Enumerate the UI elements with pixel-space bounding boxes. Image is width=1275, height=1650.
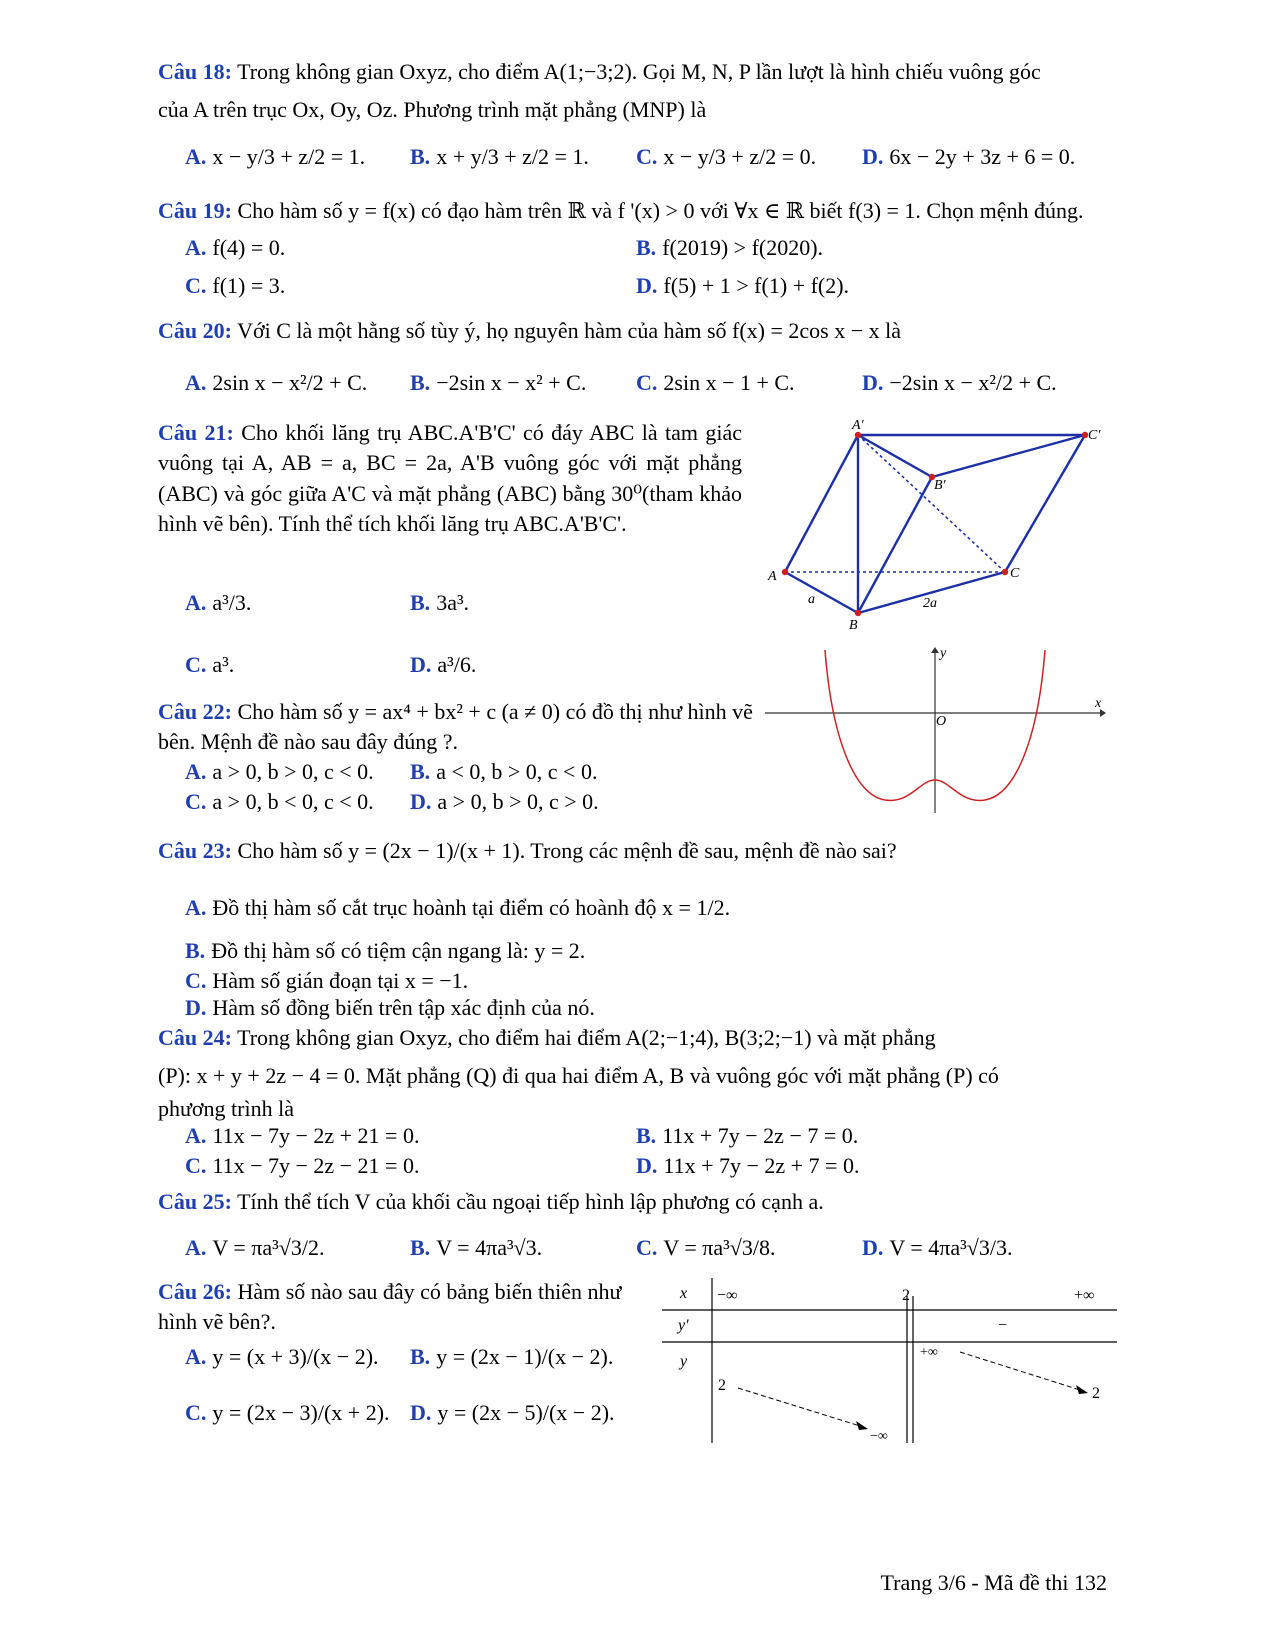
q21-option-d[interactable]: D. a³/6. [410, 652, 477, 677]
q18-option-b[interactable]: B. x + y/3 + z/2 = 1. [410, 144, 589, 169]
label-a: A [768, 569, 777, 584]
q24-option-c[interactable]: C. 11x − 7y − 2z − 21 = 0. [185, 1153, 420, 1178]
table-yp-sign: − [998, 1317, 1008, 1334]
graph-y-label: y [940, 646, 947, 661]
q23-option-d[interactable]: D. Hàm số đồng biến trên tập xác định của nó. [185, 995, 595, 1020]
q26-option-a[interactable]: A. y = (x + 3)/(x − 2). [185, 1344, 379, 1369]
graph-origin-label: O [936, 714, 947, 729]
table-yp-label: y' [678, 1317, 689, 1334]
table-x-neg-inf: −∞ [717, 1287, 738, 1304]
q19-text: Cho hàm số y = f(x) có đạo hàm trên ℝ và f '(x) > 0 với ∀x ∈ ℝ biết f(3) = 1. Chọn mệnh đúng. [237, 198, 1084, 223]
q22-option-c[interactable]: C. a > 0, b < 0, c < 0. [185, 789, 374, 814]
q22-paragraph [158, 697, 753, 758]
q24-label: Câu 24: [158, 1025, 232, 1050]
q18-label: Câu 18: [158, 59, 232, 84]
label-ab-length: a [808, 592, 815, 607]
q21-option-a[interactable]: A. a³/3. [185, 590, 252, 615]
q23-option-b[interactable]: B. Đồ thị hàm số có tiệm cận ngang là: y = 2. [185, 938, 586, 963]
page-footer: Trang 3/6 - Mã đề thi 132 [880, 1570, 1107, 1595]
q23-option-a[interactable]: A. Đồ thị hàm số cắt trục hoành tại điểm có hoành độ x = 1/2. [185, 895, 731, 920]
q26-option-d[interactable]: D. y = (2x − 5)/(x − 2). [410, 1400, 615, 1425]
q24-option-a[interactable]: A. 11x − 7y − 2z + 21 = 0. [185, 1123, 420, 1148]
table-x-pos-inf: +∞ [1074, 1287, 1095, 1304]
q25-option-c[interactable]: C. V = πa³√3/8. [636, 1235, 776, 1260]
q20-option-a[interactable]: A. 2sin x − x²/2 + C. [185, 370, 368, 395]
q21-option-c[interactable]: C. a³. [185, 652, 235, 677]
q20-line [158, 320, 901, 342]
q25-option-b[interactable]: B. V = 4πa³√3. [410, 1235, 543, 1260]
label-b: B [849, 618, 858, 633]
q23-label: Câu 23: [158, 838, 232, 863]
q24-line2: (P): x + y + 2z − 4 = 0. Mặt phẳng (Q) đi qua hai điểm A, B và vuông góc với mặt phẳng (P) có [158, 1063, 999, 1088]
q22-option-a[interactable]: A. a > 0, b > 0, c < 0. [185, 759, 374, 784]
q26-option-b[interactable]: B. y = (2x − 1)/(x − 2). [410, 1344, 614, 1369]
table-y-right-start: +∞ [920, 1345, 938, 1360]
prism-figure [760, 415, 1105, 635]
q19-option-d[interactable]: D. f(5) + 1 > f(1) + f(2). [636, 273, 850, 298]
q21-label: Câu 21: [158, 420, 234, 445]
q19-option-c[interactable]: C. f(1) = 3. [185, 273, 286, 298]
q25-option-d[interactable]: D. V = 4πa³√3/3. [862, 1235, 1013, 1260]
q19-label: Câu 19: [158, 198, 232, 223]
q19-line [158, 200, 1083, 222]
q22-label: Câu 22: [158, 699, 232, 724]
q23-option-c[interactable]: C. Hàm số gián đoạn tại x = −1. [185, 968, 469, 993]
q23-line [158, 840, 897, 862]
quartic-graph [760, 645, 1110, 815]
q18-option-c[interactable]: C. x − y/3 + z/2 = 0. [636, 144, 817, 169]
q26-option-c[interactable]: C. y = (2x − 3)/(x + 2). [185, 1400, 390, 1425]
q24-line3: phương trình là [158, 1096, 294, 1121]
label-c-prime: C' [1088, 428, 1101, 443]
q19-option-b[interactable]: B. f(2019) > f(2020). [636, 235, 824, 260]
q23-text: Cho hàm số y = (2x − 1)/(x + 1). Trong các mệnh đề sau, mệnh đề nào sai? [237, 838, 897, 863]
q20-label: Câu 20: [158, 318, 232, 343]
q18-option-d[interactable]: D. 6x − 2y + 3z + 6 = 0. [862, 144, 1076, 169]
q18-option-a[interactable]: A. x − y/3 + z/2 = 1. [185, 144, 366, 169]
q21-text: Cho khối lăng trụ ABC.A'B'C' có đáy ABC là tam giác vuông tại A, AB = a, BC = 2a, A'B vuông góc với mặt phẳng (ABC) và góc giữa A'C và mặt phẳng (ABC) bằng 30⁰(tham khảo hình vẽ bên). Tính thể tích khối lăng trụ ABC.A'B'C'. [158, 420, 743, 537]
q25-text: Tính thể tích V của khối cầu ngoại tiếp hình lập phương có cạnh a. [237, 1189, 824, 1214]
table-y-label: y [680, 1353, 688, 1370]
q25-line [158, 1191, 824, 1213]
table-y-left-end: −∞ [870, 1429, 888, 1444]
q20-option-b[interactable]: B. −2sin x − x² + C. [410, 370, 587, 395]
q24-option-b[interactable]: B. 11x + 7y − 2z − 7 = 0. [636, 1123, 859, 1148]
q25-option-a[interactable]: A. V = πa³√3/2. [185, 1235, 325, 1260]
q26-label: Câu 26: [158, 1279, 232, 1304]
q18-text-1: Trong không gian Oxyz, cho điểm A(1;−3;2). Gọi M, N, P lần lượt là hình chiếu vuông góc [237, 59, 1041, 84]
q24-option-d[interactable]: D. 11x + 7y − 2z + 7 = 0. [636, 1153, 860, 1178]
label-b-prime: B' [934, 478, 946, 493]
table-y-left-start: 2 [718, 1377, 726, 1394]
q19-option-a[interactable]: A. f(4) = 0. [185, 235, 286, 260]
graph-x-label: x [1095, 696, 1102, 711]
label-c: C [1010, 566, 1020, 581]
q26-paragraph [158, 1277, 653, 1338]
table-x-two: 2 [902, 1287, 910, 1304]
q21-option-b[interactable]: B. 3a³. [410, 590, 470, 615]
q20-text: Với C là một hằng số tùy ý, họ nguyên hàm của hàm số f(x) = 2cos x − x là [237, 318, 902, 343]
variation-table [662, 1278, 1120, 1443]
q24-text-1: Trong không gian Oxyz, cho điểm hai điểm A(2;−1;4), B(3;2;−1) và mặt phẳng [237, 1025, 936, 1050]
q22-option-b[interactable]: B. a < 0, b > 0, c < 0. [410, 759, 598, 784]
q18-line1 [158, 61, 1041, 83]
table-y-right-end: 2 [1092, 1385, 1100, 1402]
q20-option-c[interactable]: C. 2sin x − 1 + C. [636, 370, 795, 395]
q26-text: Hàm số nào sau đây có bảng biến thiên như hình vẽ bên?. [158, 1279, 622, 1335]
q22-text: Cho hàm số y = ax⁴ + bx² + c (a ≠ 0) có đồ thị như hình vẽ bên. Mệnh đề nào sau đây đúng ?. [158, 699, 753, 755]
q20-option-d[interactable]: D. −2sin x − x²/2 + C. [862, 370, 1057, 395]
q18-line2: của A trên trục Ox, Oy, Oz. Phương trình mặt phẳng (MNP) là [158, 97, 707, 122]
q21-paragraph [158, 418, 742, 539]
label-a-prime: A' [852, 418, 864, 433]
q22-option-d[interactable]: D. a > 0, b > 0, c > 0. [410, 789, 599, 814]
q25-label: Câu 25: [158, 1189, 232, 1214]
table-x-label: x [680, 1285, 688, 1302]
label-bc-length: 2a [923, 596, 937, 611]
q24-line1 [158, 1027, 936, 1049]
